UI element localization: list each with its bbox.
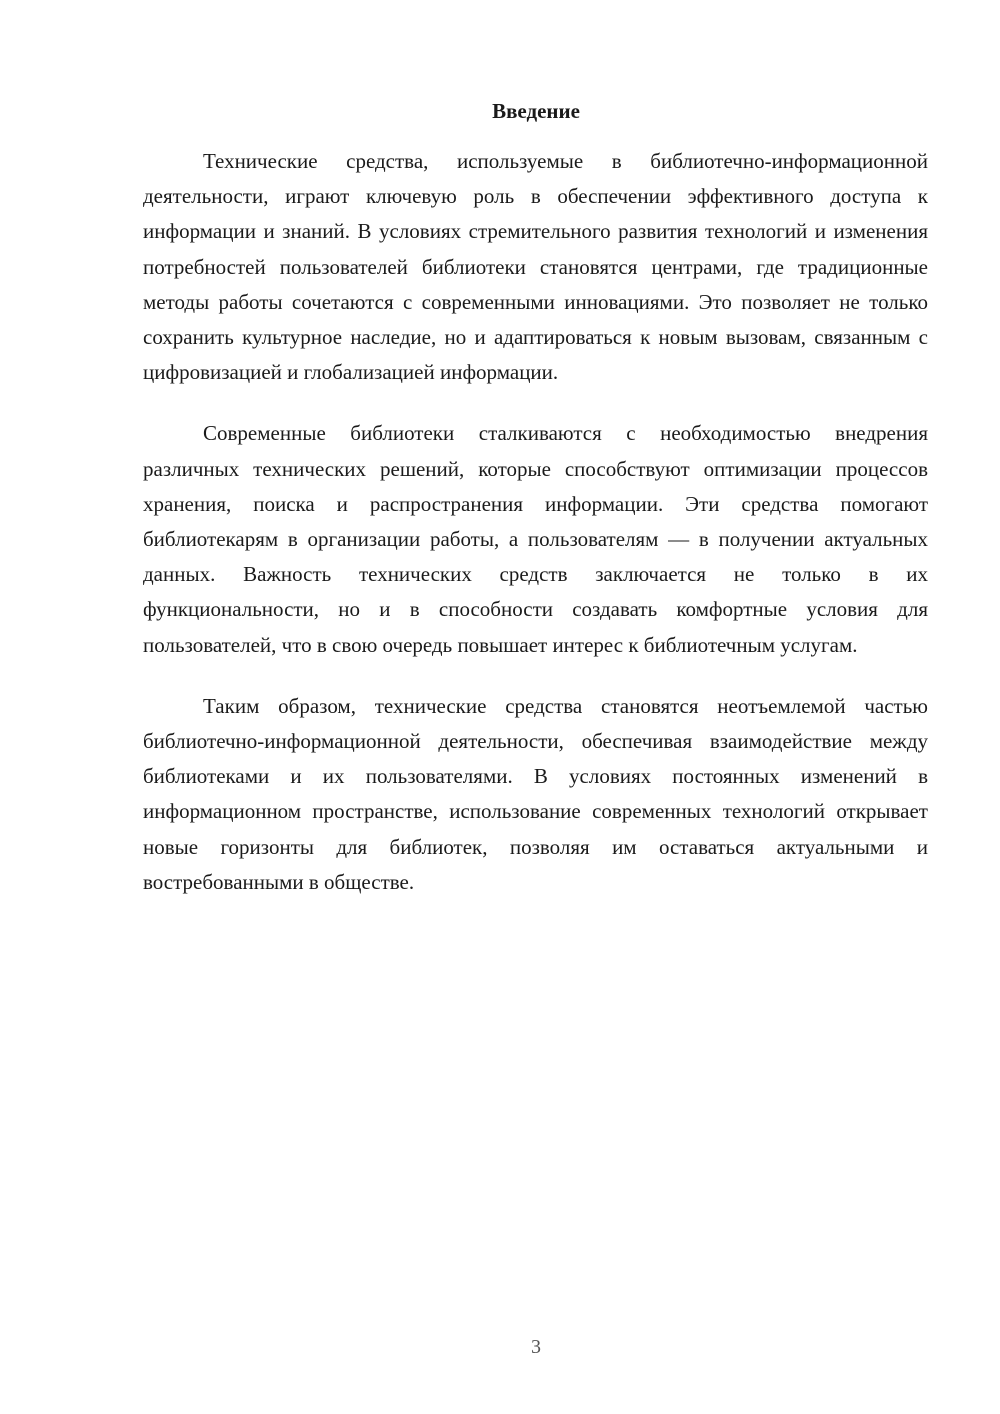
paragraph-3: Таким образом, технические средства становятся неотъемлемой частью библиотечно-информационной деятельности, обеспечивая взаимодействие между библиотеками и их пользователями. В условиях постоянных изменений в информационном пространстве, использование современных технологий открывает новые горизонты для библиотек, позволяя им оставаться актуальными и востребованными в обществе. — [143, 693, 928, 894]
body-text — [143, 144, 928, 926]
paragraph-2: Современные библиотеки сталкиваются с необходимостью внедрения различных технических решений, которые способствуют оптимизации процессов хранения, поиска и распространения информации. Эти средства помогают библиотекарям в организации работы, а пользователям — в получении актуальных данных. Важность технических средств заключается не только в их функциональности, но и в способности создавать комфортные условия для пользователей, что в свою очередь повышает интерес к библиотечным услугам. — [143, 421, 928, 657]
page-number: 3 — [531, 1336, 541, 1358]
paragraph-1: Технические средства, используемые в библиотечно-информационной деятельности, играют ключевую роль в обеспечении эффективного доступа к информации и знаний. В условиях стремительного развития технологий и изменения потребностей пользователей библиотеки становятся центрами, где традиционные методы работы сочетаются с современными инновациями. Это позволяет не только сохранить культурное наследие, но и адаптироваться к новым вызовам, связанным с цифровизацией и глобализацией информации. — [143, 149, 928, 385]
section-title: Введение — [492, 99, 580, 123]
